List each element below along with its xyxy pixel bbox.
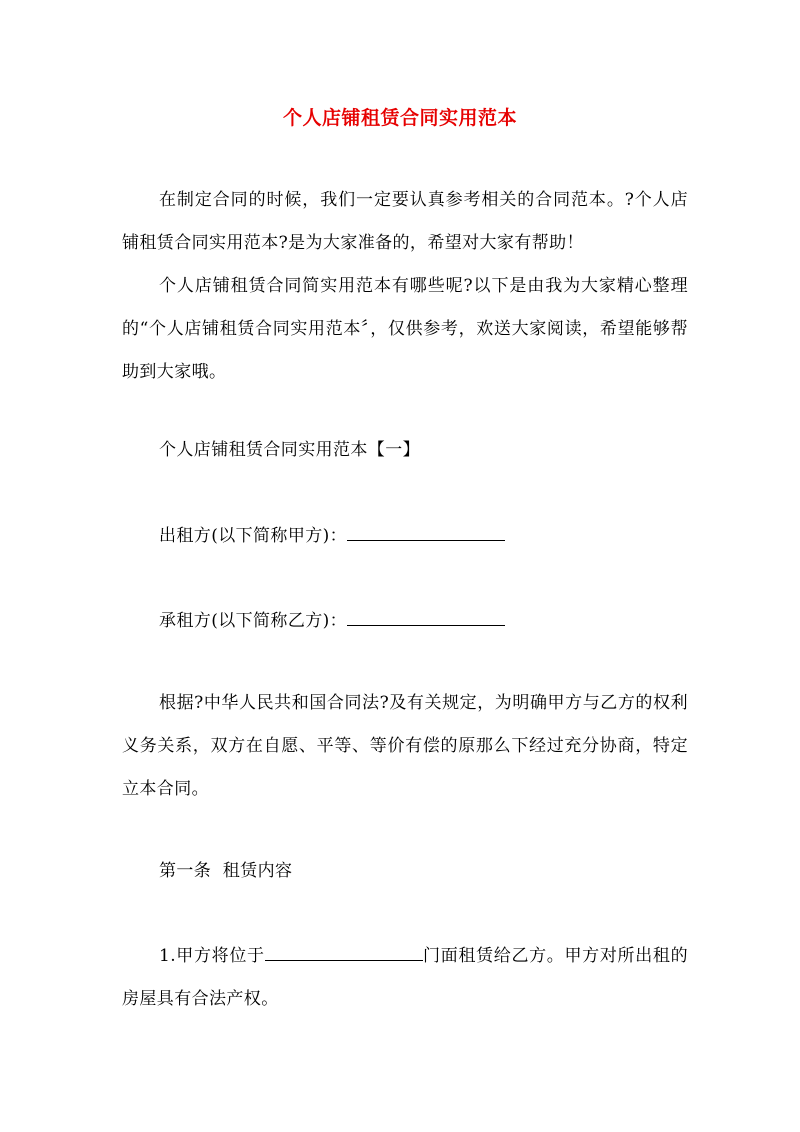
lessor-blank <box>347 522 505 541</box>
section-heading: 个人店铺租赁合同实用范本【一】 <box>159 440 420 460</box>
basis-paragraph: 根据?中华人民共和国合同法?及有关规定，为明确甲方与乙方的权利义务关系，双方在自愿、平等、等价有偿的原那么下经过充分协商，特定立本合同。 <box>122 693 688 799</box>
lessor-label: 出租方(以下简称甲方)： <box>159 526 348 546</box>
lessor-line <box>159 515 505 558</box>
lessee-blank <box>347 607 505 626</box>
item1-prefix: 1.甲方将位于 <box>159 946 265 966</box>
lessee-label: 承租方(以下简称乙方)： <box>159 611 348 631</box>
item1-blank <box>265 942 423 961</box>
document-title: 个人店铺租赁合同实用范本 <box>282 107 517 129</box>
article1-heading: 第一条 租赁内容 <box>159 861 293 881</box>
item1-paragraph <box>122 935 688 1021</box>
lessee-line <box>159 600 505 643</box>
item1-suffix: 门面租赁给乙方。甲方对所出租的房屋具有合法产权。 <box>122 946 688 1009</box>
intro-paragraph-1: 在制定合同的时候，我们一定要认真参考相关的合同范本。?个人店铺租赁合同实用范本?是为大家准备的，希望对大家有帮助！ <box>122 190 688 253</box>
intro-paragraph-2: 个人店铺租赁合同简实用范本有哪些呢?以下是由我为大家精心整理的“个人店铺租赁合同实用范本〞，仅供参考，欢送大家阅读，希望能够帮助到大家哦。 <box>122 276 688 382</box>
